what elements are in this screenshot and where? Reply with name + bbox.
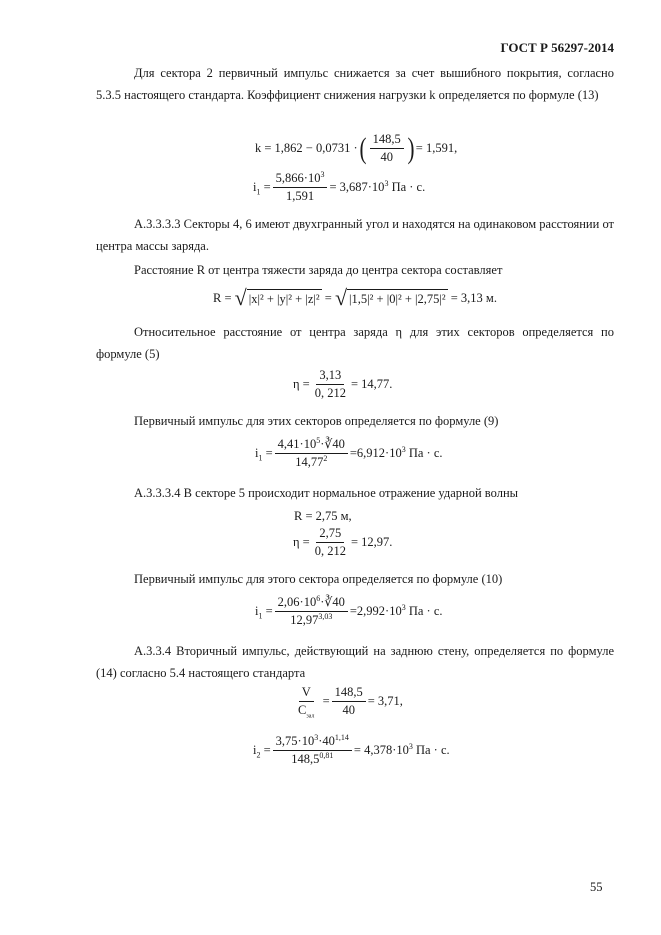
- formula-k: k = 1,862 − 0,0731 · ( $\frac{148,5}{40}$ ) = 1,591,: [255, 131, 458, 165]
- standard-number: ГОСТ Р 56297-2014: [500, 40, 614, 55]
- formula-eta-1: η = $\frac{3,13}{0, 212}$ = 14,77.: [293, 368, 393, 400]
- formula-i1-sector-5: $i_1$ = $\frac{2,06\cdot 10^6\cdot∛40}{12,97^{3,03}}$ $=2,992\cdot 10^3$ Па · с.: [255, 593, 443, 627]
- formula-r-2: R = 2,75 м,: [294, 509, 352, 523]
- formula-k-fraction: $\frac{148,5}{40}$: [370, 132, 404, 165]
- formula-eta-2: η = $\frac{2,75}{0, 212}$ = 12,97.: [293, 526, 393, 558]
- line-primary-impulse-9: Первичный импульс для этих секторов определяется по формуле (9): [134, 414, 499, 428]
- paragraph-relative-distance: Относительное расстояние от центра заряда η для этих секторов определяется по формуле (5): [96, 325, 614, 361]
- formula-k-result: = 1,591,: [415, 141, 458, 155]
- line-primary-impulse-10: Первичный импульс для этого сектора определяется по формуле (10): [134, 572, 503, 586]
- line-distance-r: Расстояние R от центра тяжести заряда до центра сектора составляет: [134, 263, 503, 277]
- paragraph-secondary-impulse: А.3.3.4 Вторичный импульс, действующий на заднюю стену, определяется по формуле (14) согласно 5.4 настоящего стандарта: [96, 644, 614, 680]
- formula-i2: $i_2$ = $\frac{3,75\cdot 10^3\cdot 40^{1,14}}{148,5^{0,81}}$ = $4,378\cdot 10^3$ Па · с.: [253, 732, 450, 766]
- document-header: [456, 40, 614, 56]
- paragraph-sector-2: Для сектора 2 первичный импульс снижается за счет вышибного покрытия, согласно 5.3.5 настоящего стандарта. Коэффициент снижения нагрузки k определяется по формуле (13): [96, 66, 614, 102]
- formula-i1-sector2: $i_1$ = $\frac{5,866\cdot 10^3}{1,591}$ = $3,687\cdot 10^3$ Па · с.: [253, 169, 426, 203]
- page-number: 55: [590, 880, 603, 894]
- line-sector-5: А.3.3.3.4 В секторе 5 происходит нормальное отражение ударной волны: [134, 486, 519, 500]
- formula-r: R = √ |x|² + |y|² + |z|² = √ |1,5|² + |0|² + |2,75|² = 3,13 м.: [213, 285, 497, 310]
- formula-v-over-c: $\frac{V}{C_{зал}}$ = $\frac{148,5}{40}$ = 3,71,: [298, 685, 403, 720]
- formula-k-left: k = 1,862 − 0,0731 ·: [255, 141, 358, 155]
- paragraph-sectors-4-6: А.3.3.3.3 Секторы 4, 6 имеют двухгранный угол и находятся на одинаковом расстоянии от центра массы заряда.: [96, 217, 614, 253]
- formula-i1-sectors-4-6: $i_1$ = $\frac{4,41\cdot 10^5\cdot∛40}{14,77^2}$ $=6,912\cdot 10^3$ Па · с.: [255, 435, 443, 469]
